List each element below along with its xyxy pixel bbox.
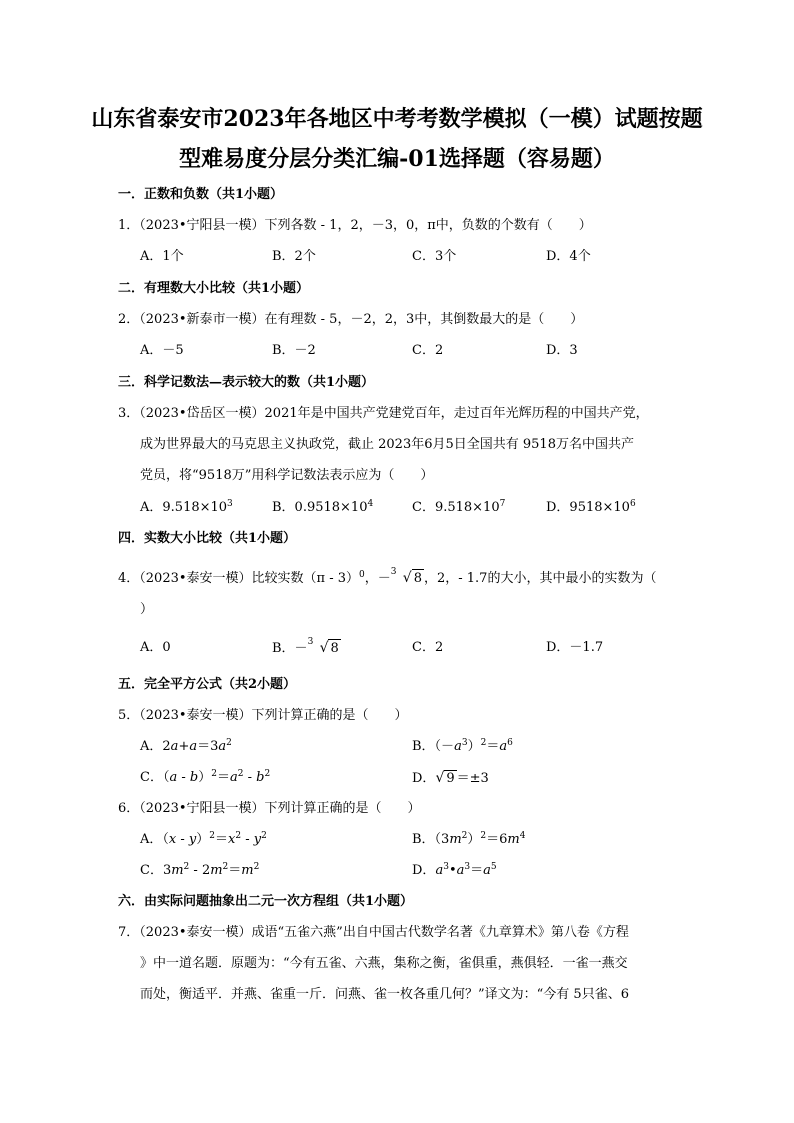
q5-option-b: B．$(-a^3)^2=a^6$: [412, 738, 513, 754]
question-1-stem: 1．（2023•宁阳县一模）下列各数 - 1，2，－3，0，π中，负数的个数有（ ）: [118, 218, 592, 233]
question-3-line2: 成为世界最大的马克思主义执政党，截止 2023年6月5日全国共有 9518万名中国共产: [140, 437, 634, 452]
question-3-line3: 党员，将“9518万”用科学记数法表示应为（ ）: [140, 468, 434, 483]
cube-root-8: 3 √ 8: [390, 567, 422, 586]
q2-option-b: B．－2: [272, 343, 316, 358]
q4-option-d: D．－1.7: [546, 640, 604, 655]
q5-option-d: D．√ 9 ＝±3: [412, 770, 489, 786]
section-heading-4: 四．实数大小比较（共1小题）: [118, 531, 297, 546]
section-heading-1: 一．正数和负数（共1小题）: [118, 187, 284, 202]
question-7-line2: 》中一道名题．原题为：“今有五雀、六燕，集称之衡，雀俱重，燕俱轻．一雀一燕交: [140, 956, 628, 971]
question-5-stem: 5．（2023•泰安一模）下列计算正确的是（ ）: [118, 708, 408, 723]
q6-option-c: C．$3m^2 - 2m^2=m^2$: [140, 862, 260, 878]
doc-title-line1: 山东省泰安市2023年各地区中考考数学模拟（一模）试题按题: [91, 106, 703, 132]
doc-title-line2: 型难易度分层分类汇编-01选择题（容易题）: [179, 146, 615, 172]
question-4-line1: 4．（2023•泰安一模）比较实数（π - 3）$^0$，－ 3 √ 8 ，2，- 1.7的大小，其中最小的实数为（: [118, 567, 657, 586]
q2-option-c: C．2: [412, 343, 444, 358]
question-2-stem: 2．（2023•新泰市一模）在有理数 - 5，－2，2，3中，其倒数最大的是（ ）: [118, 312, 584, 327]
q6-option-a: A．$(x - y)^2=x^2 - y^2$: [140, 831, 267, 847]
q1-option-c: C．3个: [412, 249, 457, 264]
q5-option-c: C．$(a - b)^2=a^2 - b^2$: [140, 769, 271, 785]
q6-option-d: D．$a^3•a^3=a^5$: [412, 862, 497, 878]
q4-option-b: B．－ 3 √ 8: [272, 637, 339, 656]
q2-option-a: A．－5: [140, 343, 184, 358]
q1-option-b: B．2个: [272, 249, 316, 264]
question-4-line2: ）: [140, 602, 154, 617]
section-heading-2: 二．有理数大小比较（共1小题）: [118, 281, 310, 296]
question-6-stem: 6．（2023•宁阳县一模）下列计算正确的是（ ）: [118, 801, 421, 816]
section-heading-3: 三．科学记数法—表示较大的数（共1小题）: [118, 375, 375, 390]
question-3-line1: 3．（2023•岱岳区一模）2021年是中国共产党建党百年，走过百年光辉历程的中国共产党，: [118, 406, 649, 421]
q3-option-d: D．$9518\times 10^6$: [546, 499, 636, 515]
q5-option-a: A．$2a+a=3a^2$: [140, 738, 232, 754]
q3-option-b: B．$0.9518\times 10^4$: [272, 499, 374, 515]
section-heading-5: 五．完全平方公式（共2小题）: [118, 677, 297, 692]
question-7-line1: 7．（2023•泰安一模）成语“五雀六燕”出自中国古代数学名著《九章算术》第八卷《方程: [118, 925, 629, 940]
q4-option-c: C．2: [412, 640, 444, 655]
q3-option-a: A．$9.518\times 10^3$: [140, 499, 233, 515]
q1-option-a: A．1个: [140, 249, 184, 264]
q3-option-c: C．$9.518\times 10^7$: [412, 499, 506, 515]
q2-option-d: D．3: [546, 343, 578, 358]
question-7-line3: 而处，衡适平．并燕、雀重一斤．问燕、雀一枚各重几何？”译文为：“今有 5只雀、6: [140, 987, 629, 1002]
q4-option-a: A．0: [140, 640, 171, 655]
q1-option-d: D．4个: [546, 249, 591, 264]
section-heading-6: 六．由实际问题抽象出二元一次方程组（共1小题）: [118, 894, 414, 909]
q6-option-b: B．$(3m^2)^2=6m^4$: [412, 831, 526, 847]
